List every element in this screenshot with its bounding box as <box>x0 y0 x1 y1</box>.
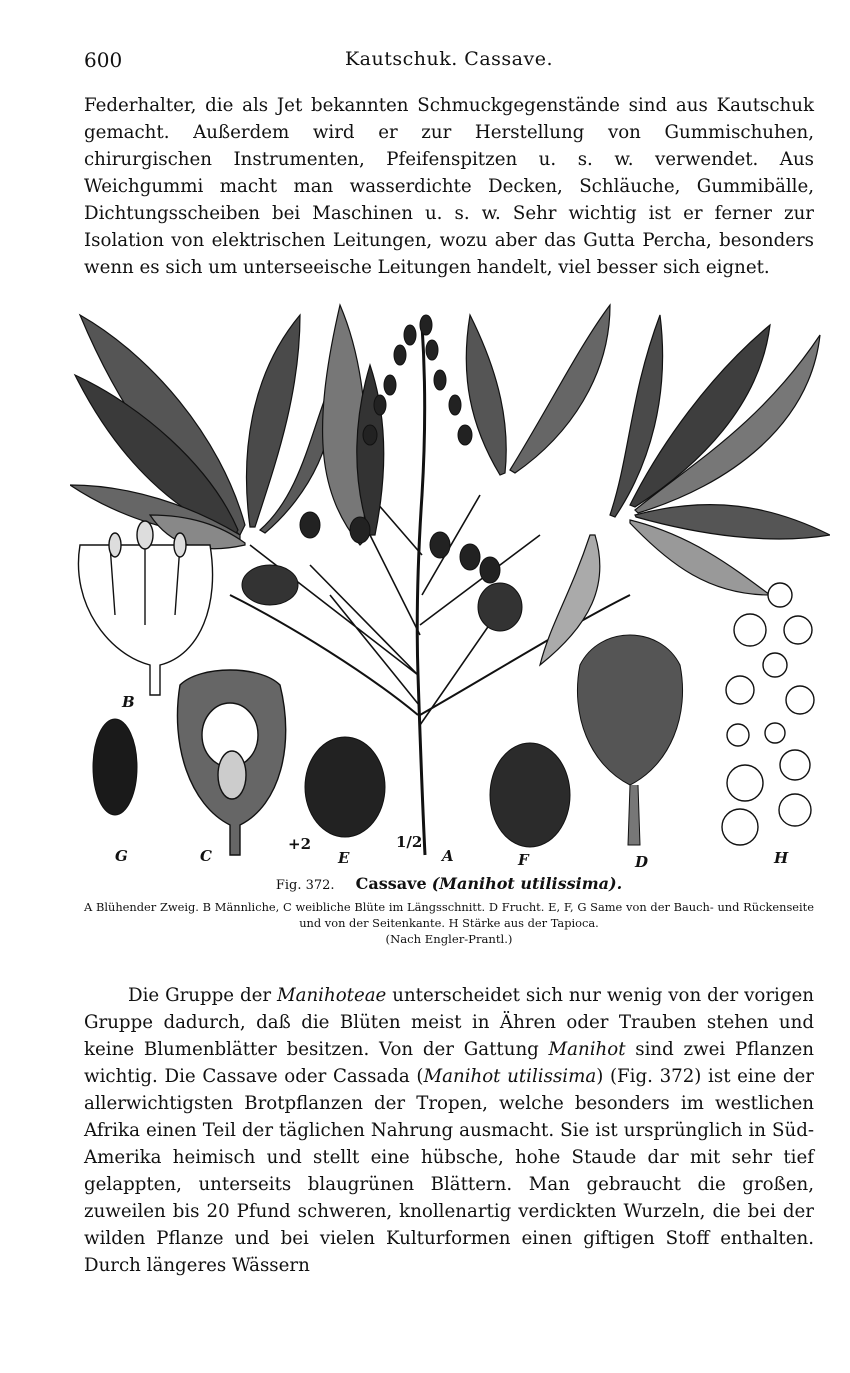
detail-e-seed <box>305 737 385 837</box>
label-g: G <box>115 847 128 865</box>
detail-b-male-flower <box>78 521 212 695</box>
label-h: H <box>774 849 789 867</box>
detail-c-female-flower <box>177 670 285 855</box>
page-header <box>84 48 814 78</box>
caption-source: (Nach Engler-Prantl.) <box>385 932 513 946</box>
leaf <box>466 315 506 475</box>
detail-h-starch <box>722 583 814 845</box>
caption-latin-name: (Manihot utilissima). <box>431 874 623 893</box>
paragraph-kautschuk: Federhalter, die als Jet bekannten Schmuckgegenstände sind aus Kautschuk gemacht. Außerdem wird er zur Herstellung von Gummischuhen, chirurgischen Instrumenten, Pfeifenspitzen u. s. w. verwendet. Aus Weichgummi macht man wasserdichte Decken, Schläuche, Gummibälle, Dichtungsscheiben bei Maschinen u. s. w. Sehr wichtig ist er ferner zur Isolation von elektrischen Leitungen, wozu aber das Gutta Percha, besonders wenn es sich um unterseeische Leitungen handelt, viel besser sich eignet. <box>84 95 814 278</box>
leaf <box>510 305 610 473</box>
detail-f-seed <box>490 743 570 847</box>
caption-title: Cassave <box>355 874 427 893</box>
label-f: F <box>518 851 529 869</box>
figure-cassave-illustration <box>70 295 830 873</box>
caption-fig-number: Fig. 372. <box>275 878 335 893</box>
running-title: Kautschuk. Cassave. <box>344 48 554 70</box>
main-stem <box>417 325 425 855</box>
figure-caption <box>84 874 814 947</box>
label-e: E <box>338 849 350 867</box>
page-number: 600 <box>84 48 123 72</box>
label-scale-e: +2 <box>288 835 312 853</box>
label-scale-a: 1/2 <box>396 833 423 851</box>
detail-g-seed <box>93 719 137 815</box>
label-c: C <box>200 847 212 865</box>
paragraph-manihoteae: Die Gruppe der Manihoteae unterscheidet sich nur wenig von der vorigen Gruppe dadurch, daß die Blüten meist in Ähren oder Trauben stehen und keine Blumenblätter besitzen. Von der Gattung Manihot sind zwei Pflanzen wichtig. Die Cassave oder Cassada (Manihot utilissima) (Fig. 372) ist eine der allerwichtigsten Brotpflanzen der Tropen, welche besonders im westlichen Afrika einen Teil der täglichen Nahrung ausmacht. Sie ist ursprünglich in Süd-Amerika heimisch und stellt eine hübsche, hohe Staude dar mit sehr tief gelappten, unterseits blaugrünen Blättern. Man gebraucht die großen, zuweilen bis 20 Pfund schweren, knollenartig verdickten Wurzeln, die bei der wilden Pflanze und bei vielen Kulturformen einen giftigen Stoff enthalten. Durch längeres Wässern <box>84 985 814 1276</box>
caption-title-line <box>84 874 814 893</box>
botanical-illustration <box>70 295 830 873</box>
label-b: B <box>122 693 135 711</box>
detail-d-fruit <box>577 635 682 845</box>
label-d: D <box>635 853 649 871</box>
caption-legend: A Blühender Zweig. B Männliche, C weibliche Blüte im Längsschnitt. D Frucht. E, F, G Same von der Bauch- und Rückenseite und von der Seitenkante. H Stärke aus der Tapioca. <box>84 900 814 930</box>
leaf <box>540 535 600 665</box>
label-a: A <box>442 847 454 865</box>
